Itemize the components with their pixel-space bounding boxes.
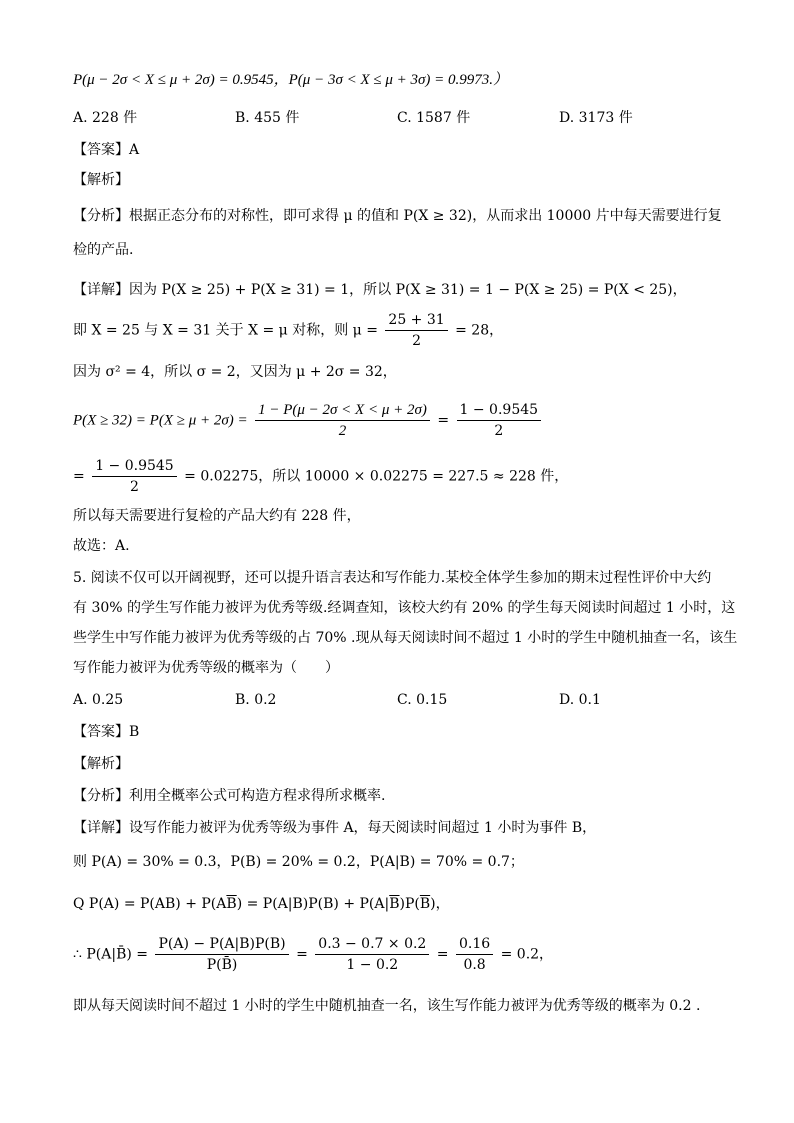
q5-conclusion: 即从每天阅读时间不超过 1 小时的学生中随机抽查一名，该生写作能力被评为优秀等级的概率为 0.2 . [73,998,701,1014]
q5-option-a: A. 0.25 [73,692,124,708]
q5-stem-line-3: 些学生中写作能力被评为优秀等级的占 70% .现从每天阅读时间不超过 1 小时的学生中随机抽查一名，该生 [73,630,738,646]
q5-stem-line-1: 5. 阅读不仅可以开阔视野，还可以提升语言表达和写作能力.某校全体学生参加的期末过程性评价中大约 [73,570,712,586]
q4-xiangjie-line-6: 所以每天需要进行复检的产品大约有 228 件， [73,508,361,524]
q4-option-a: A. 228 件 [73,110,138,126]
q4-xiangjie-line-3: 因为 σ² = 4，所以 σ = 2，又因为 μ + 2σ = 32， [73,364,397,380]
q5-xiangjie-line-1: 【详解】设写作能力被评为优秀等级为事件 A，每天阅读时间超过 1 小时为事件 B， [73,820,597,836]
q4-option-b: B. 455 件 [235,110,300,126]
q4-fenxi-line-1: 【分析】根据正态分布的对称性，即可求得 μ 的值和 P(X ≥ 32)，从而求出 10000 片中每天需要进行复 [73,208,722,224]
q5-fenxi: 【分析】利用全概率公式可构造方程求得所求概率. [73,788,386,804]
q4-answer: 【答案】A [73,142,140,158]
q4-xiangjie-line-4: P(X ≥ 32) = P(X ≥ μ + 2σ) = $\frac{1 - P(\mu - 2\sigma < X < \mu + 2\sigma)}{2}$ = $\frac{1 - 0.9545}{2}$ [73,400,544,441]
q4-xiangjie-line-1: 【详解】因为 P(X ≥ 25) + P(X ≥ 31) = 1，所以 P(X ≥ 31) = 1 − P(X ≥ 25) = P(X < 25)， [73,282,687,298]
q5-stem-line-2: 有 30% 的学生写作能力被评为优秀等级.经调查知，该校大约有 20% 的学生每天阅读时间超过 1 小时，这 [73,600,736,616]
q5-answer: 【答案】B [73,724,140,740]
q4-choose: 故选：A. [73,538,130,554]
q5-analysis-label: 【解析】 [73,756,129,772]
q4-xiangjie-line-2: 即 X = 25 与 X = 31 关于 X = μ 对称，则 μ = $\frac{25 + 31}{2}$ = 28， [73,312,504,349]
q5-option-c: C. 0.15 [397,692,448,708]
q4-option-c: C. 1587 件 [397,110,471,126]
q5-xiangjie-line-2: 则 P(A) = 30% = 0.3，P(B) = 20% = 0.2，P(A|B) = 70% = 0.7； [73,854,524,870]
q5-stem-line-4: 写作能力被评为优秀等级的概率为（ ） [73,660,339,676]
q5-xiangjie-line-3: Q $P(A) = P(AB) + P(A\overline{B}) = P(A|B)P(B) + P(A|\overline{B})P(\overline{B})$， [73,896,450,912]
q4-analysis-label: 【解析】 [73,172,129,188]
q5-option-b: B. 0.2 [235,692,277,708]
q4-xiangjie-line-5: = $\frac{1 - 0.9545}{2}$ = 0.02275，所以 10000 × 0.02275 = 227.5 ≈ 228 件， [73,458,569,495]
q4-option-d: D. 3173 件 [559,110,633,126]
q4-fenxi-line-2: 检的产品. [73,242,134,258]
q5-xiangjie-line-4: ∴ P(A|B̄) = $\frac{P(A) - P(A|B)P(B)}{P(B̄)}$ = $\frac{0.3 - 0.7 \times 0.2}{1 - 0.2}$ = $\frac{0.16}{0.8}$ = 0.2， [73,936,554,973]
q4-given-probabilities: P(μ − 2σ < X ≤ μ + 2σ) = 0.9545，P(μ − 3σ < X ≤ μ + 3σ) = 0.9973.） [73,72,509,88]
q5-option-d: D. 0.1 [559,692,601,708]
